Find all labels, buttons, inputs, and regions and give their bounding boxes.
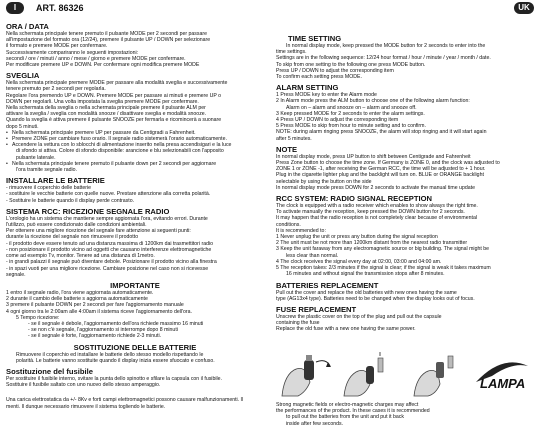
text-line: 2 durante il cambio delle batterie s aggiorna automaticamente bbox=[6, 296, 148, 303]
batteries-text bbox=[276, 290, 534, 302]
text-line: 2 The unit must be not more than 1200km distant from the nearest radio transmitter bbox=[276, 240, 468, 247]
section-title-batterie: INSTALLARE LE BATTERIE bbox=[6, 176, 105, 186]
text-line: after 5 minutes. bbox=[276, 135, 312, 142]
rcc-text bbox=[6, 216, 264, 278]
text-line: secondi / ore / minuti / anno / mese / giorno e premere MODE per confermare. bbox=[6, 55, 186, 62]
text-line: type (AG13x4 type). Batteries need to be changed when the display looks out of focus. bbox=[276, 295, 475, 302]
fuse-step-remove-illustration bbox=[340, 352, 398, 398]
section-title-note: NOTE bbox=[276, 144, 298, 154]
text-line: the performances of the product. In these cases it is recommended bbox=[276, 408, 430, 415]
emc-warning bbox=[276, 402, 496, 427]
text-line: - se non c'è segnale, l'aggiornamento si interrompe dopo 8 minuti bbox=[28, 327, 178, 334]
text-line: to pull out the batteries from the unit and put it back bbox=[286, 414, 404, 421]
article-number: ART. 86326 bbox=[36, 3, 84, 13]
lang-badge-english: UK bbox=[514, 2, 534, 14]
ora-text bbox=[6, 31, 264, 68]
text-line: tenere premuto per 2 secondi per regolarla. bbox=[6, 86, 106, 93]
text-line: Unscrew the plastic cover on the top of the plug and pull out the capsule bbox=[276, 313, 442, 320]
sveglia-text bbox=[6, 80, 264, 173]
text-line: 4 Press UP / DOWN to adjust the corresponding item bbox=[276, 117, 399, 124]
bullet-text: Nella schermata principale premere UP per passare da Centigradi a Fahrenheit. bbox=[12, 129, 196, 136]
text-line: 1 entro il segnale radio, l'ora viene aggiornata automaticamente. bbox=[6, 289, 154, 296]
text-line: polarità. Le batterie vanno sostituite quando il display inizia essere sfuocato e confuso. bbox=[16, 357, 215, 364]
text-line: di sfondo si attiva. Colore di sfondo disponibile: arancione e blu selezionabili con l'apposito bbox=[16, 148, 224, 155]
text-line: l'utilizzo, può essere condizionato dalle condizioni ambientali. bbox=[6, 222, 147, 229]
hand-fuse-icon bbox=[340, 352, 398, 398]
text-line: selectable by using the button on the side bbox=[276, 178, 372, 185]
text-line: - in grandi palazzi il segnale può diventare debole. Posizionare il prodotto vicino alla finestra bbox=[6, 259, 217, 266]
fuse-step-replace-illustration bbox=[404, 352, 462, 398]
fuse-step-unscrew-illustration bbox=[276, 352, 334, 398]
lang-badge-italian: I bbox=[6, 2, 24, 14]
text-line: containing the fuse bbox=[276, 320, 320, 327]
text-line: Strong magnetic fields or electro-magnetic charges may affect bbox=[276, 402, 419, 408]
bullet-item: • Nella schermata principale premere UP per passare da Centigradi a Fahrenheit. bbox=[6, 129, 196, 136]
text-line: Per ottenere una migliore ricezione del segnale fare attenzione ai seguenti punti: bbox=[6, 228, 191, 235]
rcc-system-text bbox=[276, 203, 534, 277]
english-column bbox=[276, 34, 534, 333]
text-line: Pull out the cover and replace the old batteries with new ones having the same bbox=[276, 289, 457, 296]
text-line: Replace the old fuse with a new one having the same power. bbox=[276, 326, 416, 333]
text-line: all'impostazione del formato ora (12/24), premere il pulsante UP / DOWN per selezionare bbox=[6, 37, 211, 44]
fuse-illustrations bbox=[276, 352, 466, 400]
sostituzione-batterie-text bbox=[6, 352, 264, 364]
text-line: Plug in the cigarette lighter plug and the backlight will turn on. BLUE or ORANGE backlight bbox=[276, 172, 484, 179]
section-title-importante: IMPORTANTE bbox=[110, 280, 160, 290]
bullet-text: Nella schermata principale tenere premuto il pulsante down per 2 secondi per aggiornare bbox=[12, 160, 217, 167]
text-line: To activate manually the reception, keep pressed the DOWN button for 2 seconds. bbox=[276, 209, 465, 216]
section-title-time: TIME SETTING bbox=[288, 34, 342, 43]
text-line: Regolare l'ora premendo UP e DOWN. Premere MODE per passare ai minuti e premere UP o bbox=[6, 92, 222, 99]
text-line: In normal display mode, keep pressed the MODE button for 2 seconds to enter into the bbox=[286, 43, 486, 49]
batterie-text bbox=[6, 185, 264, 204]
text-line: Successivamente compariranno le seguenti impostazioni: bbox=[6, 49, 139, 56]
text-line: Rimuovere il coperchio ed installare le batterie dello stesso modello rispettando le bbox=[16, 351, 204, 358]
section-title-fusibile: Sostituzione del fusibile bbox=[6, 366, 93, 376]
alarm-text bbox=[276, 92, 534, 142]
section-title-batteries: BATTERIES REPLACEMENT bbox=[276, 280, 379, 290]
text-line: - rimuovere il coperchio delle batterie bbox=[6, 185, 92, 192]
section-title-sveglia: SVEGLIA bbox=[6, 71, 40, 81]
text-line: NOTE: during alarm ringing press SNOOZE, the alarm will stop ringing and it will start again bbox=[276, 129, 487, 136]
text-line: L'orologio ha un sistema che mantiene sempre aggiornata l'ora, evitando errori. Durante bbox=[6, 215, 208, 222]
header bbox=[0, 2, 540, 16]
text-line: Press Zone button to choose the time zone. If Germany is ZONE 0, and the clock was adjusted to bbox=[276, 160, 500, 167]
text-line: - in spazi vuoti per una migliore ricezione. Cambiare posizione nel caso non si ricevesse bbox=[6, 265, 209, 272]
text-line: conditions. bbox=[276, 221, 301, 228]
section-title-rcc: SISTEMA RCC: RICEZIONE SEGNALE RADIO bbox=[6, 206, 170, 216]
text-line: - sostituire le vecchie batterie con quelle nuove. Prestare attenzione alla corretta polarità. bbox=[6, 191, 211, 198]
text-line: 4 The clock receives the signal every day at 02:00, 03:00 and 04:00 am. bbox=[276, 258, 442, 265]
text-line: Per sostituire il fusibile interno, svitare la punta dello spinotto e sfilare la capsula con il fusibile. bbox=[6, 375, 222, 382]
text-line: - Sostituire le batterie quando il display perde contrasto. bbox=[6, 197, 135, 204]
text-line: time settings. bbox=[276, 49, 307, 56]
lampa-logo-icon bbox=[472, 352, 532, 392]
hand-plug-icon bbox=[276, 352, 334, 398]
fuse-text bbox=[276, 314, 534, 333]
bullet-text: Premere ZONE per cambiare fuso orario. Il segnale radio sistemerà l'orario automaticamente. bbox=[12, 136, 227, 143]
text-line: 1 Press MODE key to enter the Alarm mode bbox=[276, 92, 377, 99]
fusibile-text bbox=[6, 376, 264, 388]
hand-capsule-icon bbox=[404, 352, 462, 398]
importante-text bbox=[6, 290, 264, 340]
text-line: Quando la sveglia è attiva premere il pulsante SNOOZE per fermarla e ricomincerà a suonare bbox=[6, 117, 222, 124]
bullet-text: Accendere la vettura con lo sblocchi di alimentazione inserito nella presa accendisigari e la luce bbox=[12, 142, 232, 149]
footer-note bbox=[6, 397, 264, 409]
section-title-fuse: FUSE REPLACEMENT bbox=[276, 304, 357, 314]
bullet-item: • Premere ZONE per cambiare fuso orario. Il segnale radio sistemerà l'orario automaticamente. bbox=[6, 136, 227, 143]
time-text bbox=[276, 43, 534, 80]
text-line: The clock is equipped with a radio receiver which enables to show always the right time. bbox=[276, 203, 478, 210]
svg-text:LAMPA: LAMPA bbox=[480, 376, 526, 391]
text-line: Una carica elettrostatica da +/- 8Kv e forti campi elettromagnetici possono causare malfunzionamenti. Il bbox=[6, 397, 244, 404]
text-line: In normal display mode, press UP button to shift between Centigrade and Fahrenheit bbox=[276, 153, 471, 160]
text-line: ZONE 1 or ZONE -1, after receiving the German RCC, the time will be adjusted to + 1 hour. bbox=[276, 166, 486, 173]
text-line: It may happen that the radio reception is not completely clear because of environmental bbox=[276, 215, 477, 222]
text-line: durante la ricezione del segnale non rimuovere il prodotto bbox=[6, 234, 139, 241]
bullet-item: • Accendere la vettura con lo sblocchi di alimentazione inserito nella presa accendisigari e la luce bbox=[6, 142, 232, 149]
text-line: l'ora tramite segnale radio. bbox=[16, 167, 77, 174]
text-line: Nella schermata principale tenere premuto il pulsante MODE per 2 secondi per passare bbox=[6, 31, 207, 37]
text-line: Settings are in the following sequence: 12/24 hour format / hour / minute / year / month / date. bbox=[276, 55, 491, 62]
text-line: segnale. bbox=[6, 271, 26, 278]
text-line: less clear than normal. bbox=[286, 252, 339, 259]
text-line: pulsante laterale. bbox=[16, 154, 56, 161]
text-line: 5 Tempo ricezione: bbox=[16, 314, 60, 321]
text-line: It is recommended to: bbox=[276, 227, 326, 234]
text-line: 3 premere il pulsante DOWN per 2 secondi per fare l'aggiornamento manuale bbox=[6, 302, 184, 309]
text-line: - se il segnale è debole, l'aggiornamento dell'ora richiede massimo 16 minuti bbox=[28, 320, 204, 327]
section-title-ora: ORA / DATA bbox=[6, 22, 49, 31]
text-line: Per modificare premere UP e DOWN. Per confermare ogni modifica premere MODE bbox=[6, 62, 200, 69]
text-line: 2 In Alarm mode press the ALM button to choose one of the following alarm function: bbox=[276, 98, 470, 105]
text-line: - non posizionare il prodotto vicino ad oggetti che causano interferenze elettromagnetiche bbox=[6, 246, 212, 253]
text-line: attivare la sveglia / sveglia con modalità snooze / disattivare sveglia e modalità snooze. bbox=[6, 111, 207, 118]
text-line: To skip from one setting to the following one press MODE button. bbox=[276, 61, 426, 68]
text-line: - se il segnale è forte, l'aggiornamento richiede 2-3 minuti. bbox=[28, 333, 162, 340]
section-title-rcc-system: RCC SYSTEM: RADIO SIGNAL RECEPTION bbox=[276, 194, 432, 204]
text-line: 5 The reception takes: 2/3 minutes if the signal is clear; if the signal is weak it takes maximum bbox=[276, 265, 491, 272]
section-title-alarm: ALARM SETTING bbox=[276, 83, 339, 93]
italian-column bbox=[6, 22, 264, 410]
text-line: dopo 5 minuti. bbox=[6, 123, 39, 130]
text-line: Nella schermata principale premere MODE per passare alla modalità sveglia e successivamente bbox=[6, 80, 228, 87]
text-line: Sostituire il fusibile saltato con uno nuovo dello stesso amperaggio. bbox=[6, 382, 161, 389]
text-line: 3 Keep pressed MODE for 2 seconds to enter the alarm settings. bbox=[276, 110, 425, 117]
text-line: In normal display mode press DOWN for 2 seconds to activate the manual time update bbox=[276, 184, 475, 191]
text-line: come ad esempio Tv, monitor. Tenere ad una distanza di 1metro. bbox=[6, 253, 155, 260]
text-line: Press UP / DOWN to adjust the corresponding item bbox=[276, 67, 394, 74]
text-line: inside after few seconds. bbox=[286, 420, 344, 427]
section-title-sostituzione-batterie: SOSTITUZIONE DELLE BATTERIE bbox=[73, 342, 197, 352]
text-line: 16 minutes and without signal the transmission stops after 8 minutes. bbox=[286, 271, 445, 278]
lampa-logo bbox=[472, 352, 532, 392]
text-line: 1 Never unplug the unit or press any button during the signal reception bbox=[276, 234, 438, 241]
text-line: il formato e premere MODE per confermare. bbox=[6, 43, 108, 50]
text-line: 4 ogni giorno tra le 2:00am alle 4:00am il sistema riceve l'aggiornamento dell'ora. bbox=[6, 308, 192, 315]
note-text bbox=[276, 154, 534, 191]
text-line: - il prodotto deve essere tenuto ad una distanza massima di 1200km dai trasmettitori radio bbox=[6, 240, 214, 247]
text-line: 3 Keep the unit faraway from any electromagnetic source or big building. The signal might be bbox=[276, 246, 489, 253]
text-line: 5 Press MODE to skip from hour to minute setting and to confirm. bbox=[276, 123, 426, 130]
text-line: To confirm each setting press MODE. bbox=[276, 74, 362, 81]
text-line: Alarm on – alarm and snooze on – alarm and snooze off. bbox=[286, 104, 417, 111]
text-line: menti. Il dunque necessario rimuovere il sistema togliendo le batterie. bbox=[6, 403, 166, 410]
text-line: Nella schermata della sveglia o nella schermata principale premere il pulsante ALM per bbox=[6, 105, 206, 112]
bullet-item: • Nella schermata principale tenere premuto il pulsante down per 2 secondi per aggiornare bbox=[6, 160, 217, 167]
text-line: DOWN per regolarli. Una volta impostata la sveglia premere MODE per confermare. bbox=[6, 98, 199, 105]
